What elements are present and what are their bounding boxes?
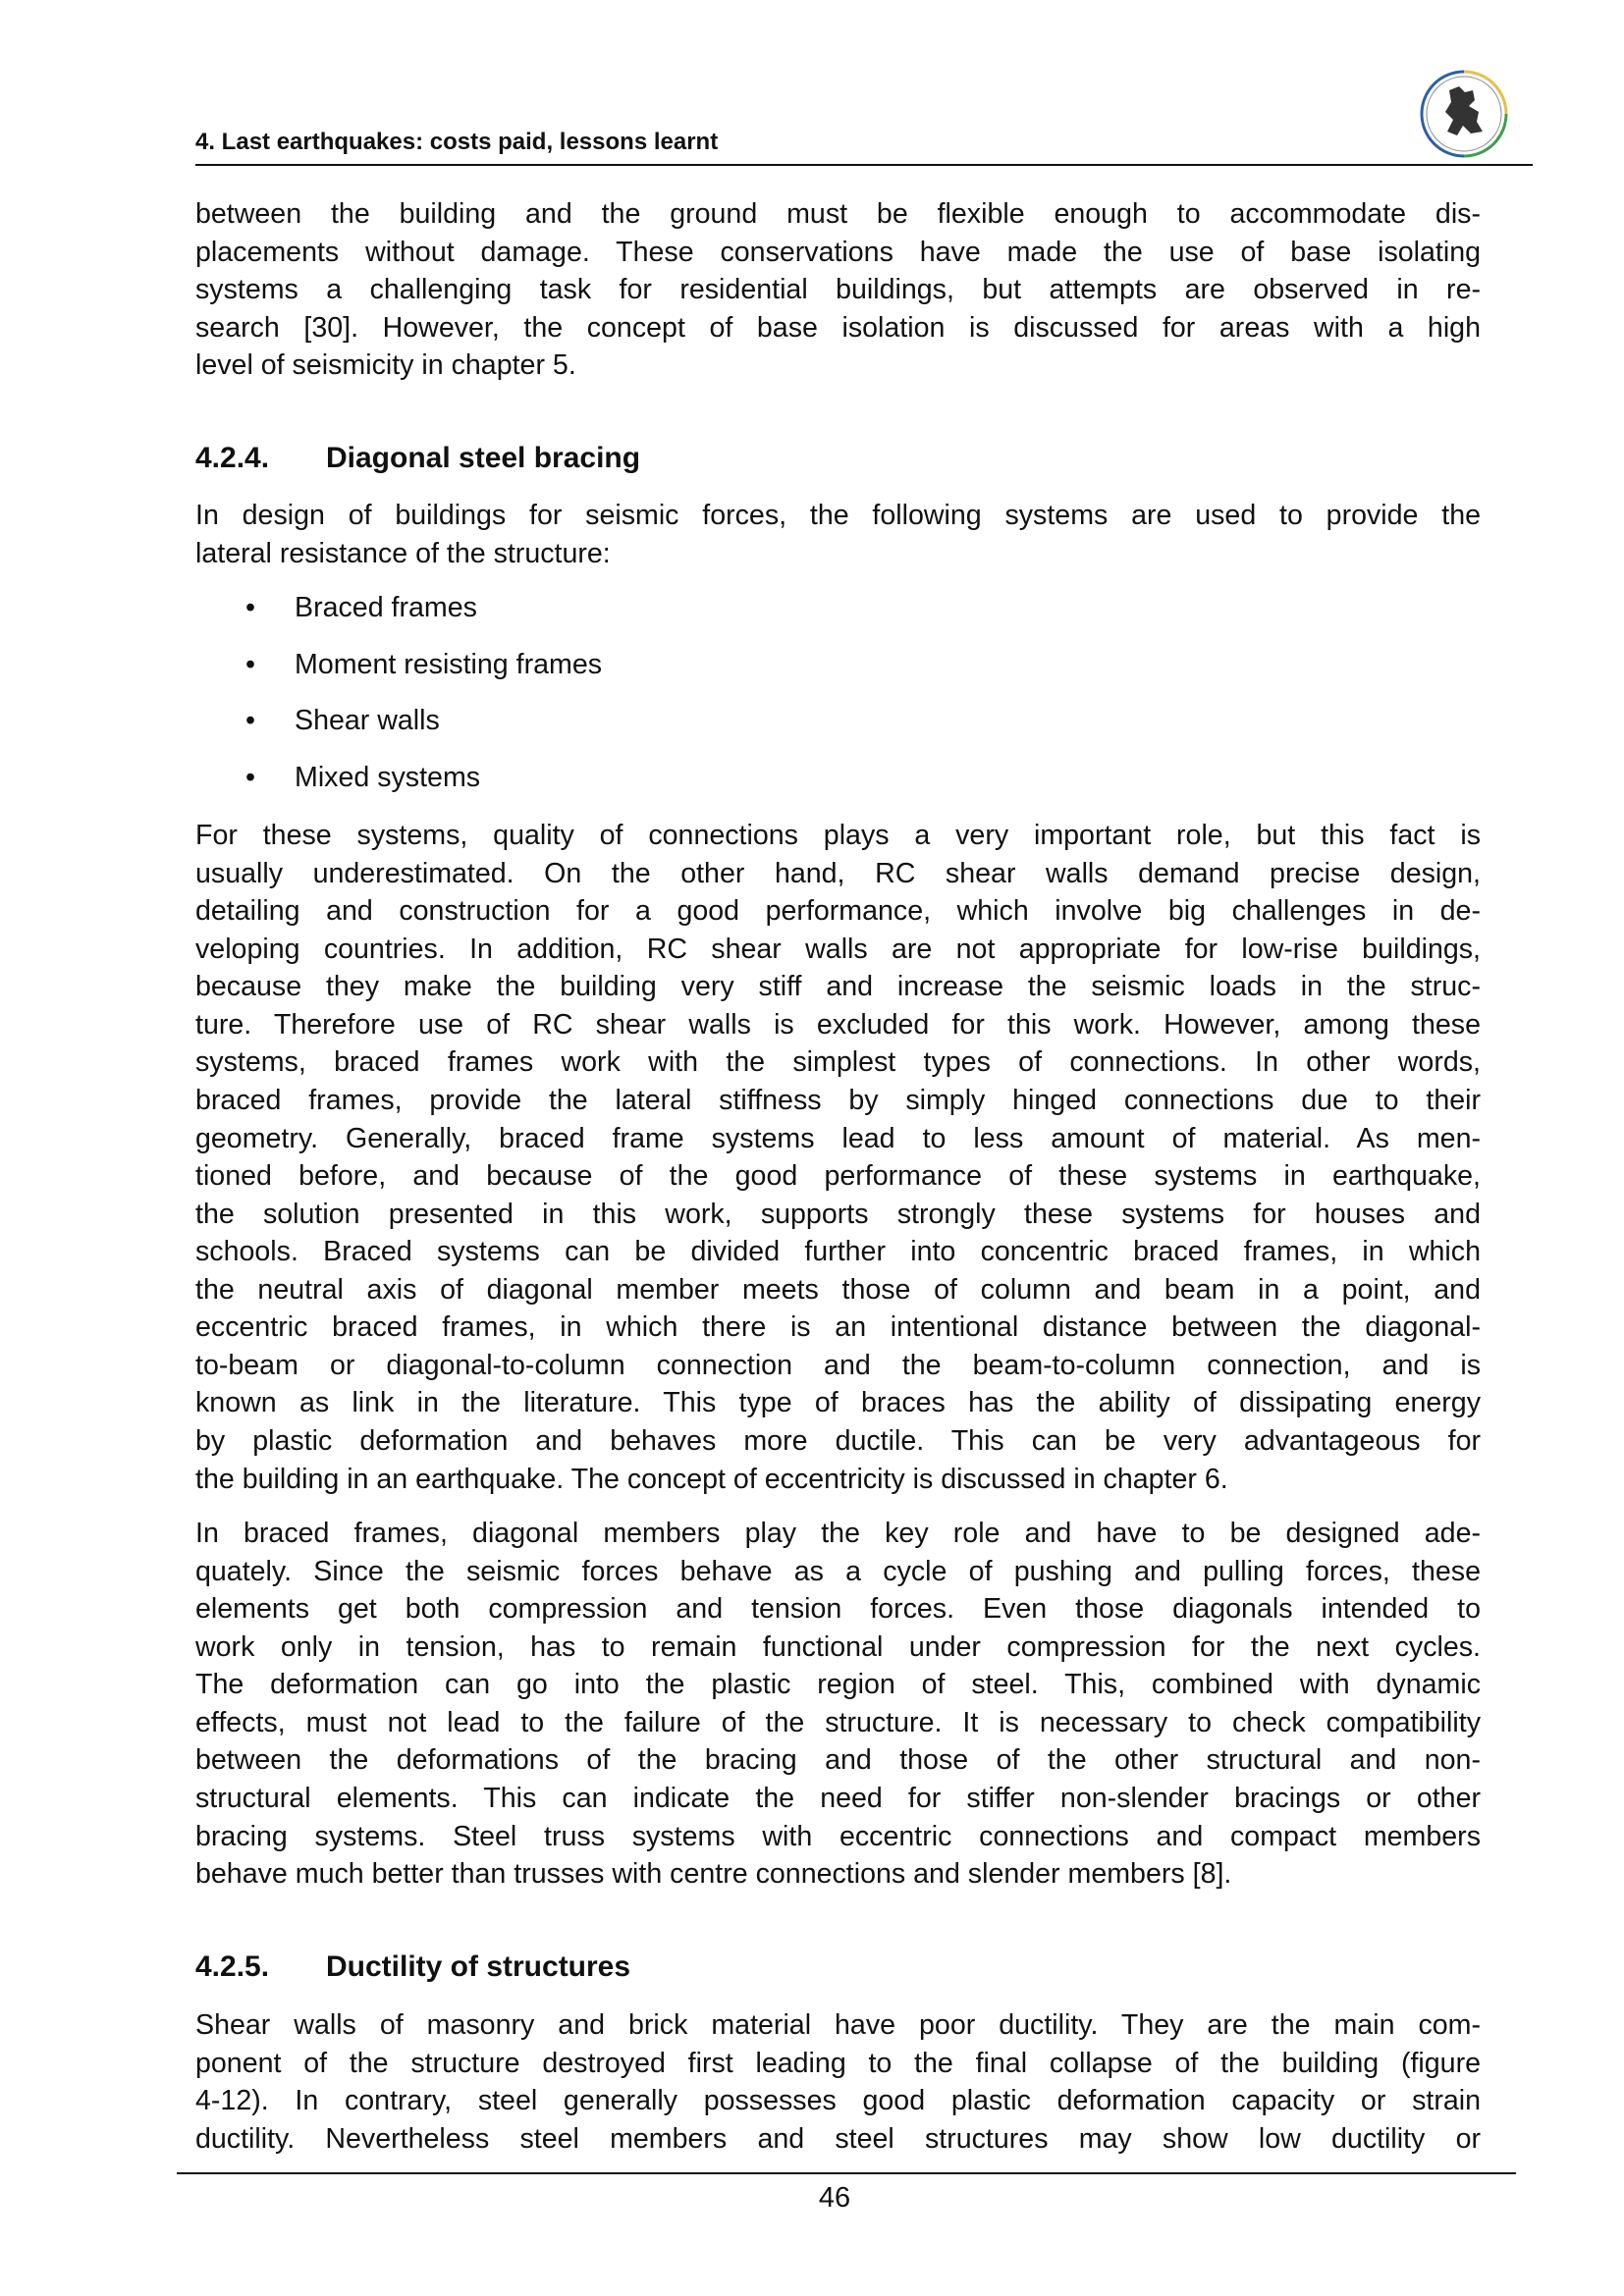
text-line: eccentric braced frames, in which there is an intentional distance between the diagonal- (195, 1311, 1481, 1344)
section-number: 4.2.5. (195, 1950, 270, 1983)
text-line: In design of buildings for seismic forces, the following systems are used to provide the (195, 500, 1481, 531)
bullet-item (245, 592, 477, 624)
text-line: bracing systems. Steel truss systems with eccentric connections and compact members (195, 1820, 1481, 1852)
text-line: because they make the building very stiff and increase the seismic loads in the struc- (195, 971, 1481, 1003)
section-title: Ductility of structures (326, 1950, 631, 1983)
bullet-text: Braced frames (295, 592, 477, 623)
text-line: lateral resistance of the structure: (195, 537, 611, 569)
text-line: The deformation can go into the plastic region of steel. This, combined with dynamic (195, 1669, 1481, 1701)
text-line: structural elements. This can indicate the need for stiffer non-slender bracings or other (195, 1782, 1481, 1814)
bullet-icon: • (245, 649, 256, 680)
text-line: ture. Therefore use of RC shear walls is excluded for this work. However, among these (195, 1008, 1481, 1041)
bullet-text: Shear walls (295, 705, 440, 736)
text-line: the building in an earthquake. The concept of eccentricity is discussed in chapter 6. (195, 1463, 1228, 1495)
text-line: For these systems, quality of connections plays a very important role, but this fact is (195, 820, 1481, 851)
text-line: the solution presented in this work, supports strongly these systems for houses and (195, 1198, 1481, 1230)
bullet-text: Mixed systems (295, 762, 481, 793)
paragraph-connections (195, 817, 1481, 1498)
text-line: ponent of the structure destroyed first leading to the final collapse of the building (figure (195, 2047, 1481, 2079)
university-logo (1402, 61, 1526, 167)
text-line: elements get both compression and tension forces. Even those diagonals intended to (195, 1593, 1481, 1626)
bullet-item (245, 705, 440, 737)
header-rule (195, 164, 1533, 166)
section-number: 4.2.4. (195, 442, 270, 474)
text-line: 4-12). In contrary, steel generally possesses good plastic deformation capacity or strain (195, 2085, 1481, 2117)
paragraph-intro-systems (195, 497, 1481, 572)
section-heading-4-2-4 (195, 442, 640, 475)
paragraph-diagonal-members (195, 1515, 1481, 1894)
text-line: geometry. Generally, braced frame systems lead to less amount of material. As men- (195, 1122, 1481, 1154)
text-line: braced frames, provide the lateral stiffness by simply hinged connections due to their (195, 1084, 1481, 1116)
text-line: systems a challenging task for residential buildings, but attempts are observed in re- (195, 274, 1481, 306)
section-title: Diagonal steel bracing (326, 442, 641, 474)
text-line: behave much better than trusses with centre connections and slender members [8]. (195, 1858, 1232, 1891)
paragraph-base-isolation (195, 195, 1481, 385)
text-line: systems, braced frames work with the simplest types of connections. In other words, (195, 1046, 1481, 1079)
text-line: detailing and construction for a good performance, which involve big challenges in de- (195, 895, 1481, 928)
text-line: ductility. Nevertheless steel members and steel structures may show low ductility or (195, 2122, 1481, 2155)
text-line: veloping countries. In addition, RC shear walls are not appropriate for low-rise buildings, (195, 933, 1481, 965)
section-heading-4-2-5 (195, 1950, 630, 1984)
text-line: between the building and the ground must be flexible enough to accommodate dis- (195, 198, 1481, 230)
footer-rule (177, 2172, 1516, 2174)
running-header: 4. Last earthquakes: costs paid, lessons learnt (195, 129, 719, 155)
text-line: Shear walls of masonry and brick material have poor ductility. They are the main com- (195, 2009, 1481, 2041)
text-line: the neutral axis of diagonal member meets those of column and beam in a point, and (195, 1273, 1481, 1306)
text-line: search [30]. However, the concept of base isolation is discussed for areas with a high (195, 311, 1481, 344)
text-line: to-beam or diagonal-to-column connection and the beam-to-column connection, and is (195, 1349, 1481, 1381)
text-line: usually underestimated. On the other hand, RC shear walls demand precise design, (195, 857, 1481, 889)
text-line: schools. Braced systems can be divided further into concentric braced frames, in which (195, 1236, 1481, 1268)
text-line: level of seismicity in chapter 5. (195, 349, 576, 382)
bullet-icon: • (245, 592, 256, 623)
bullet-icon: • (245, 705, 256, 736)
text-line: In braced frames, diagonal members play the key role and have to be designed ade- (195, 1518, 1481, 1549)
text-line: tioned before, and because of the good performance of these systems in earthquake, (195, 1160, 1481, 1193)
bullet-item (245, 649, 602, 681)
page-number: 46 (818, 2182, 851, 2214)
text-line: quately. Since the seismic forces behave as a cycle of pushing and pulling forces, these (195, 1555, 1481, 1587)
bullet-icon: • (245, 762, 256, 793)
text-line: by plastic deformation and behaves more ductile. This can be very advantageous for (195, 1425, 1481, 1457)
text-line: known as link in the literature. This type of braces has the ability of dissipating energy (195, 1387, 1481, 1419)
bullet-item (245, 762, 480, 794)
text-line: placements without damage. These conservations have made the use of base isolating (195, 236, 1481, 268)
bullet-text: Moment resisting frames (295, 649, 603, 680)
paragraph-ductility (195, 2006, 1481, 2158)
text-line: between the deformations of the bracing and those of the other structural and non- (195, 1744, 1481, 1777)
text-line: effects, must not lead to the failure of the structure. It is necessary to check compatibility (195, 1706, 1481, 1738)
text-line: work only in tension, has to remain functional under compression for the next cycles. (195, 1630, 1481, 1663)
